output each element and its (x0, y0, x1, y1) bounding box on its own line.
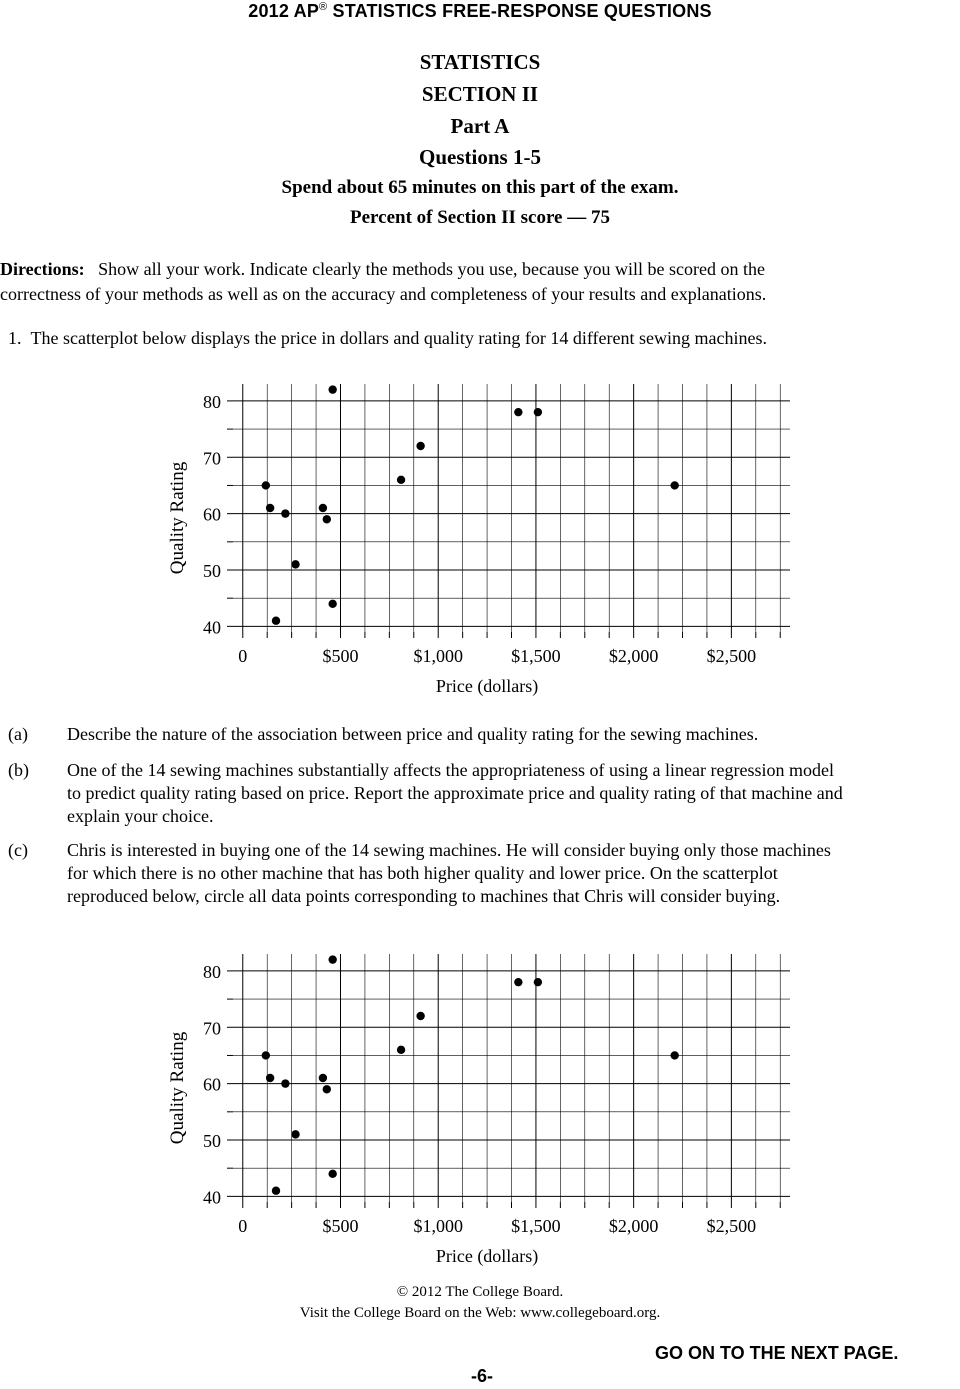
question-number: 1. (8, 328, 22, 348)
chart-1-x-tick-label: $1,000 (413, 646, 463, 666)
part-c-text-3: reproduced below, circle all data points corresponding to machines that Chris will consider buying. (67, 886, 781, 906)
chart-2-y-tick-label: 70 (203, 1018, 221, 1039)
part-c-text-1: Chris is interested in buying one of the 14 sewing machines. He will consider buying only those machines (67, 840, 831, 860)
go-on-next-page: GO ON TO THE NEXT PAGE. (655, 1343, 899, 1363)
chart-2-plot-area (227, 954, 790, 1208)
chart-2-x-tick-label: $500 (322, 1216, 359, 1236)
chart-2-data-point (416, 1012, 424, 1020)
page-number: -6- (471, 1366, 493, 1386)
chart-2-y-tick-label: 40 (203, 1187, 221, 1208)
part-c-text-2: for which there is no other machine that has both higher quality and lower price. On the scatterplot (67, 863, 778, 883)
chart-2-data-point (319, 1074, 327, 1082)
chart-2-y-tick-label: 50 (203, 1131, 221, 1151)
part-b-text-1: One of the 14 sewing machines substantially affects the appropriateness of using a linear regression model (67, 760, 834, 780)
chart-1-data-point (534, 408, 542, 416)
directions-line-2: correctness of your methods as well as on the accuracy and completeness of your results and explanations. (0, 284, 767, 304)
chart-2-data-point (328, 955, 336, 963)
chart-1-plot-area (227, 384, 790, 638)
question-1 (8, 328, 767, 349)
chart-1-data-point (291, 560, 299, 568)
chart-1-data-point (670, 481, 678, 489)
time-instruction: Spend about 65 minutes on this part of the exam. (281, 177, 679, 198)
chart-1-y-tick-label: 40 (203, 617, 221, 638)
part-b-text-3: explain your choice. (67, 806, 214, 826)
chart-1-data-point (328, 385, 336, 393)
registered-mark: ® (319, 1, 328, 13)
chart-2-y-tick-label: 60 (203, 1074, 221, 1095)
directions-text-1: Show all your work. Indicate clearly the methods you use, because you will be scored on the (98, 259, 765, 279)
chart-2-data-point (272, 1187, 280, 1195)
chart-1-y-tick-label: 70 (203, 448, 221, 469)
part-b-label: (b) (8, 760, 29, 780)
section-number: SECTION II (421, 82, 539, 106)
chart-2-x-tick-label: $1,500 (511, 1216, 561, 1236)
chart-1-data-point (323, 515, 331, 523)
header-title-suffix: STATISTICS FREE-RESPONSE QUESTIONS (332, 1, 712, 21)
chart-1-x-tick-label: 0 (238, 646, 248, 666)
part-c-label: (c) (8, 840, 28, 860)
chart-2-x-tick-label: $2,500 (706, 1216, 757, 1236)
questions-range: Questions 1-5 (419, 145, 541, 169)
chart-2-y-axis-label: Quality Rating (167, 1031, 188, 1145)
chart-1-y-tick-label: 50 (203, 561, 221, 581)
part-a-label: (a) (8, 724, 28, 744)
section-title: STATISTICS (419, 50, 541, 74)
chart-2-y-tick-label: 80 (203, 961, 221, 982)
page-header (0, 1, 960, 22)
chart-2-data-point (397, 1046, 405, 1054)
chart-2-data-point (266, 1074, 274, 1082)
chart-2-data-point (534, 978, 542, 986)
chart-1-data-point (272, 617, 280, 625)
chart-2-x-tick-label: $1,000 (413, 1216, 463, 1236)
chart-1-data-point (281, 509, 289, 517)
chart-2-x-axis-label: Price (dollars) (435, 1246, 539, 1266)
chart-2-data-point (328, 1170, 336, 1178)
chart-1-data-point (416, 442, 424, 450)
score-percent: Percent of Section II score — 75 (350, 207, 610, 228)
chart-2-data-point (514, 978, 522, 986)
chart-2-data-point (670, 1051, 678, 1059)
scatterplot-2 (0, 940, 960, 1280)
chart-2-x-tick-label: $2,000 (608, 1216, 659, 1236)
part-label: Part A (450, 114, 510, 138)
chart-2-data-point (323, 1085, 331, 1093)
chart-1-y-tick-label: 80 (203, 391, 221, 412)
chart-2-data-point (291, 1130, 299, 1138)
chart-1-x-tick-label: $500 (322, 646, 359, 666)
chart-1-data-point (328, 600, 336, 608)
part-a-text-1: Describe the nature of the association between price and quality rating for the sewing machines. (67, 724, 759, 744)
chart-2-x-tick-label: 0 (238, 1216, 248, 1236)
chart-1-data-point (319, 504, 327, 512)
chart-1-x-tick-label: $2,500 (706, 646, 757, 666)
header-title-prefix: 2012 AP (248, 1, 320, 21)
chart-1-x-tick-label: $1,500 (511, 646, 561, 666)
directions-label: Directions: (0, 259, 85, 279)
chart-1-y-axis-label: Quality Rating (167, 461, 188, 575)
chart-1-data-point (266, 504, 274, 512)
chart-1-data-point (262, 481, 270, 489)
chart-1-x-axis-label: Price (dollars) (435, 676, 539, 696)
chart-1-data-point (514, 408, 522, 416)
chart-1-x-tick-label: $2,000 (608, 646, 659, 666)
chart-2-data-point (281, 1079, 289, 1087)
scatterplot-1 (0, 370, 960, 710)
part-b-text-2: to predict quality rating based on price. Report the approximate price and quality rating of that machine and (67, 783, 843, 803)
directions-line-1 (0, 259, 765, 280)
question-text: The scatterplot below displays the price in dollars and quality rating for 14 different sewing machines. (30, 328, 767, 348)
chart-2-data-point (262, 1051, 270, 1059)
chart-1-data-point (397, 476, 405, 484)
copyright-notice: © 2012 The College Board. (396, 1284, 564, 1300)
college-board-web: Visit the College Board on the Web: www.collegeboard.org. (299, 1305, 661, 1321)
chart-1-y-tick-label: 60 (203, 504, 221, 525)
